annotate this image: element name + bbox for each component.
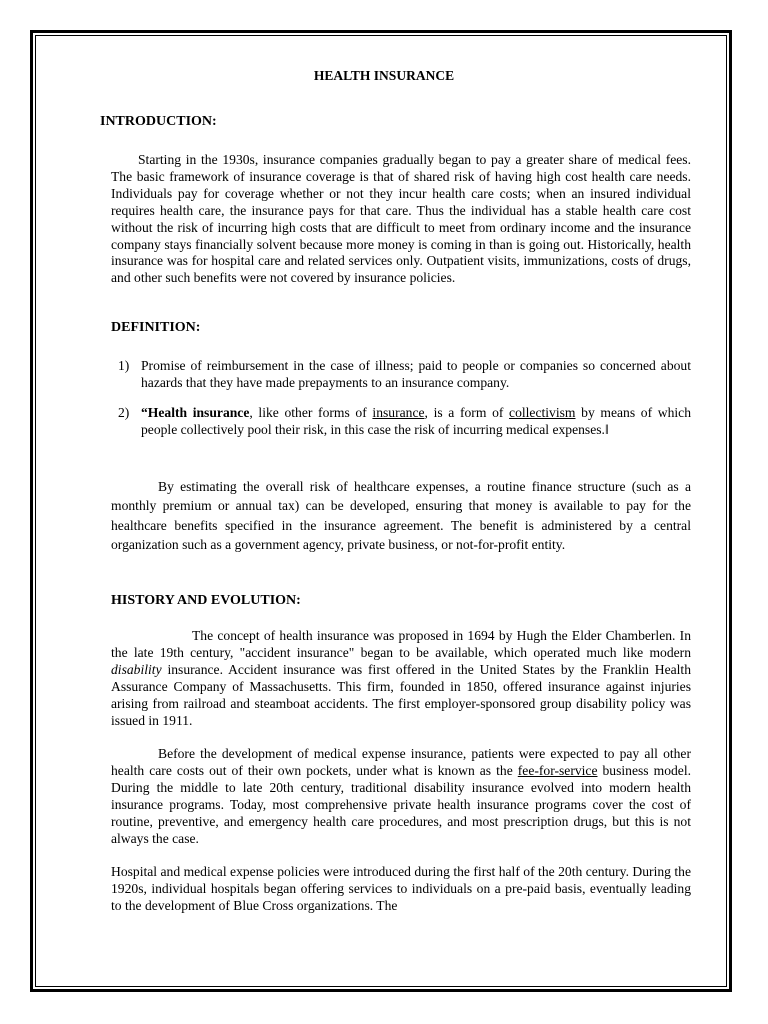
definition-item-1 (118, 357, 691, 392)
document-title: HEALTH INSURANCE (313, 68, 455, 83)
history-paragraph-2: Before the development of medical expense insurance, patients were expected to pay all other health care costs out of their own pockets, under what is known as the fee-for-service business model. During the middle to late 20th century, traditional disability insurance evolved into modern health insurance programs. Today, most comprehensive private health insurance programs cover the cost of routine, preventive, and emergency health care procedures, and most prescription drugs, but this is not always the case. (111, 746, 691, 846)
definition-item-2-text: “Health insurance, like other forms of insurance, is a form of collectivism by means of which people collectively pool their risk, in this case the risk of incurring medical expenses.‖ (141, 405, 691, 438)
definition-paragraph: By estimating the overall risk of healthcare expenses, a routine finance structure (such as a monthly premium or annual tax) can be developed, ensuring that money is available to pay for the healthcare benefits specified in the insurance agreement. The benefit is administered by a central organization such as a government agency, private business, or not-for-profit entity. (111, 479, 691, 553)
definition-heading: DEFINITION: (111, 320, 201, 335)
introduction-heading: INTRODUCTION: (100, 114, 217, 129)
history-paragraph-3: Hospital and medical expense policies were introduced during the first half of the 20th century. During the 1920s, individual hospitals began offering services to individuals on a pre-paid basis, eventually leading to the development of Blue Cross organizations. The (111, 864, 691, 913)
introduction-paragraph: Starting in the 1930s, insurance companies gradually began to pay a greater share of medical fees. The basic framework of insurance coverage is that of shared risk of having high cost health care needs. Individuals pay for coverage whether or not they incur health care costs; when an insured individual requires health care, the insurance pays for that care. Thus the individual has a stable health care cost without the risk of incurring high costs that are difficult to meet from ordinary income and the insurance company stays financially solvent because more money is coming in than is going out. Historically, health insurance was for hospital care and related services only. Outpatient visits, immunizations, costs of drugs, and other such benefits were not covered by insurance policies. (111, 152, 691, 286)
bold-term: “Health insurance (141, 405, 250, 420)
list-number: 2) (118, 405, 130, 420)
insurance-link[interactable]: insurance (372, 405, 425, 420)
collectivism-link[interactable]: collectivism (509, 405, 576, 420)
definition-item-1-text: Promise of reimbursement in the case of illness; paid to people or companies so concerned about hazards that they have made prepayments to an insurance company. (141, 358, 691, 391)
list-number: 1) (118, 358, 130, 373)
history-paragraph-1: The concept of health insurance was proposed in 1694 by Hugh the Elder Chamberlen. In the late 19th century, "accident insurance" began to be available, which operated much like modern disability insurance. Accident insurance was first offered in the United States by the Franklin Health Assurance Company of Massachusetts. This firm, founded in 1850, offered insurance against injuries arising from railroad and steamboat accidents. The first employer-sponsored group disability policy was issued in 1911. (111, 628, 691, 728)
fee-for-service-link[interactable]: fee-for-service (517, 762, 598, 778)
history-heading: HISTORY AND EVOLUTION: (111, 593, 301, 608)
definition-item-2 (118, 404, 691, 439)
